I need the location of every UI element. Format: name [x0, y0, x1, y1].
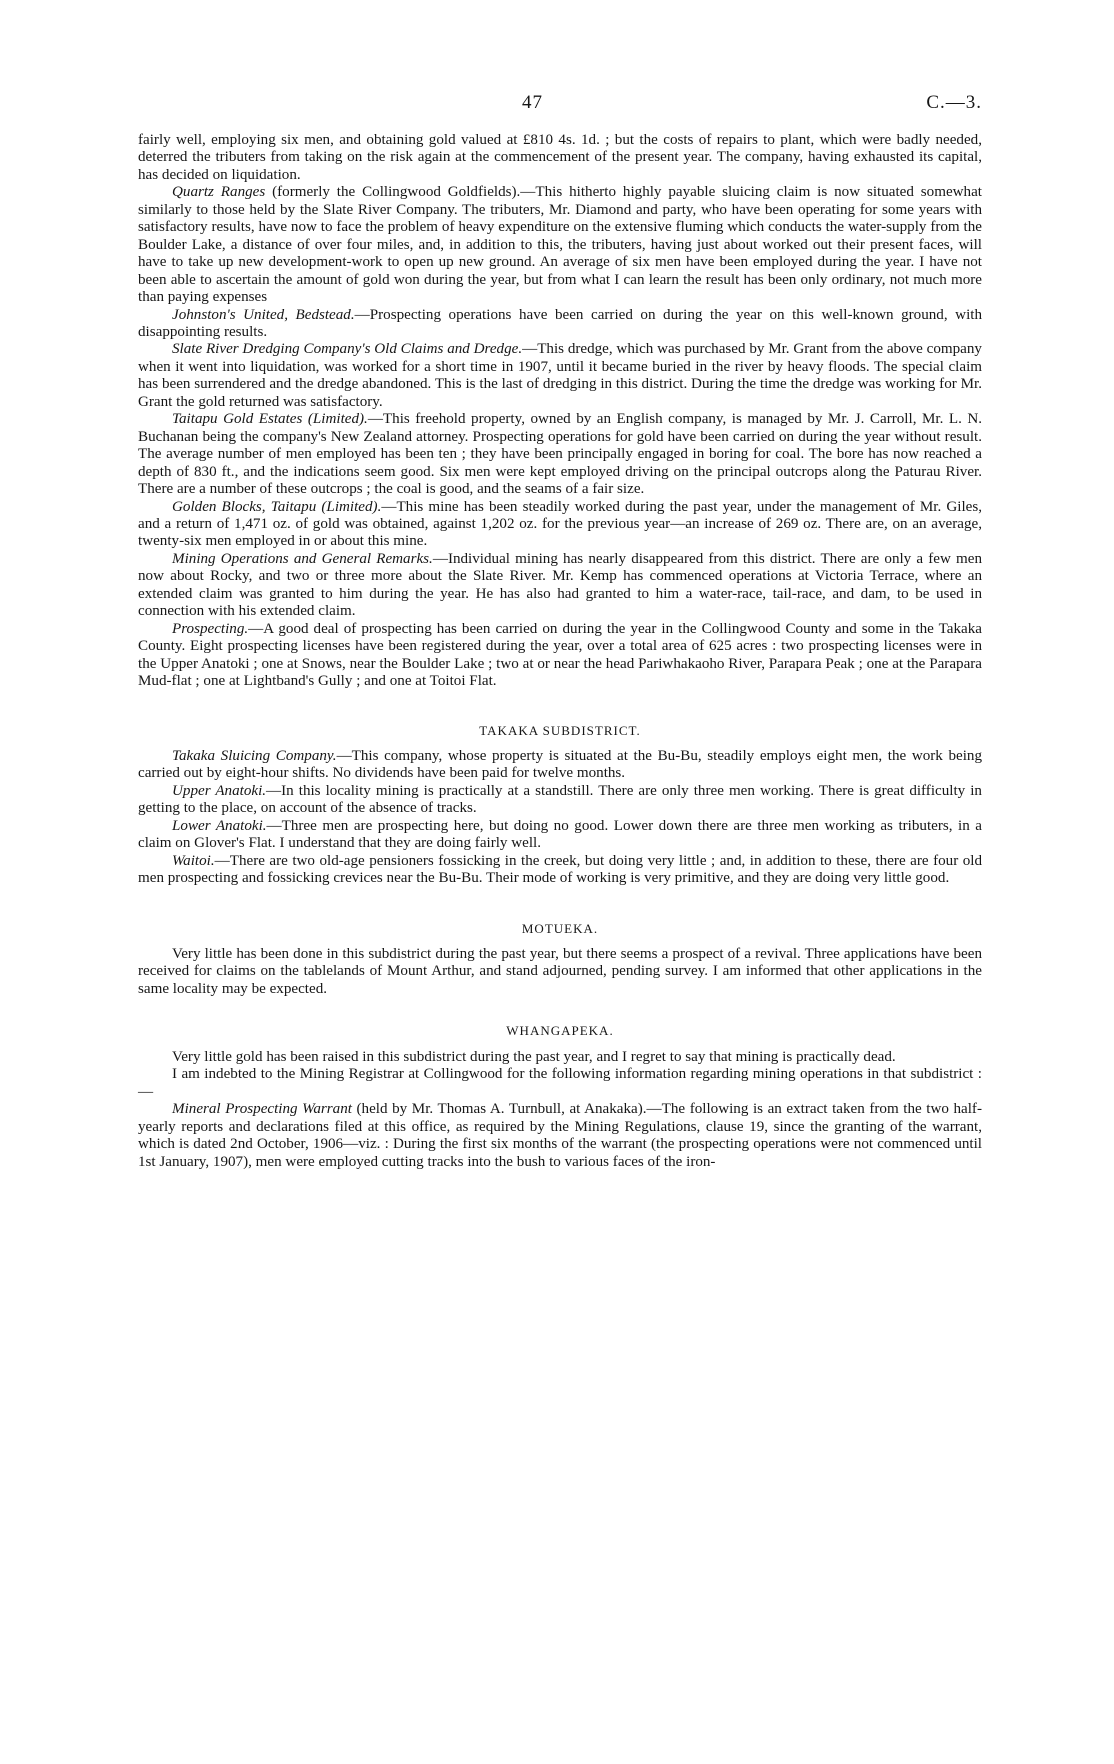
document-page — [138, 92, 982, 1171]
document-reference: C.—3. — [926, 92, 982, 113]
section-title: Waitoi. — [172, 852, 215, 869]
section-title: Takaka Sluicing Company. — [172, 747, 337, 764]
section-title: Lower Anatoki. — [172, 817, 267, 834]
section-title: Quartz Ranges — [172, 184, 266, 201]
paragraph-motueka: Very little has been done in this subdistrict during the past year, but there seems a prospect of a revival. Three applications have been received for claims on the tablelands of Mount Arthur, and stand adjourned, pending survey. I am informed that other applications in the same locality may be expected. — [138, 946, 982, 997]
body-text — [138, 132, 982, 1171]
section-title: Johnston's United, Bedstead. — [172, 306, 355, 323]
paragraph-golden-blocks: Golden Blocks, Taitapu (Limited).—This mine has been steadily worked during the past year, under the management of Mr. Giles, and a return of 1,471 oz. of gold was obtained, against 1,202 oz. for the previous year—an increase of 269 oz. There are, on an average, twenty-six men employed in or about this mine. — [138, 498, 982, 550]
paragraph-continued: fairly well, employing six men, and obtaining gold valued at £810 4s. 1d. ; but the costs of repairs to plant, which were badly needed, deterred the tributers from taking on the risk again at the commencement of the present year. The company, having exhausted its capital, has decided on liquidation. — [138, 132, 982, 183]
paragraph-whangapeka-2: I am indebted to the Mining Registrar at Collingwood for the following information regarding mining operations in that subdistrict :— — [138, 1066, 982, 1100]
section-title: Slate River Dredging Company's Old Claims and Dredge. — [172, 341, 523, 358]
section-title: Upper Anatoki. — [172, 782, 267, 799]
paragraph-johnstons-united: Johnston's United, Bedstead.—Prospecting operations have been carried on during the year on this well-known ground, with disappointing results. — [138, 306, 983, 340]
section-title: Golden Blocks, Taitapu (Limited). — [172, 498, 382, 515]
section-title: Taitapu Gold Estates (Limited). — [172, 411, 368, 428]
paragraph-lower-anatoki: Lower Anatoki.—Three men are prospecting here, but doing no good. Lower down there are three men working as tributers, in a claim on Glover's Flat. I understand that they are doing fairly well. — [138, 817, 982, 852]
paragraph-mineral-prospecting-warrant: Mineral Prospecting Warrant (held by Mr. Thomas A. Turnbull, at Anakaka).—The following is an extract taken from the two half-yearly reports and declarations filed at this office, as required by the Mining Regulations, clause 19, since the granting of the warrant, which is dated 2nd October, 1906—viz. : During the first six months of the warrant (the prospecting operations were not commenced until 1st January, 1907), men were employed cutting tracks into the bush to various faces of the iron- — [138, 1101, 982, 1170]
paragraph-whangapeka-1: Very little gold has been raised in this subdistrict during the past year, and I regret to say that mining is practically dead. — [172, 1048, 896, 1065]
section-title: Mineral Prospecting Warrant — [172, 1101, 352, 1118]
page-number: 47 — [522, 92, 543, 113]
paragraph-slate-river-dredging: Slate River Dredging Company's Old Claims and Dredge.—This dredge, which was purchased by Mr. Grant from the above company when it went into liquidation, was worked for a short time in 1907, until it became buried in the river by heavy floods. The special claim has been surrendered and the dredge abandoned. This is the last of dredging in this district. During the time the dredge was working for Mr. Grant the gold returned was satisfactory. — [138, 341, 982, 410]
heading-motueka: MOTUEKA. — [521, 920, 599, 936]
section-title: Prospecting. — [172, 620, 249, 637]
page-header — [138, 92, 982, 132]
paragraph-quartz-ranges: Quartz Ranges (formerly the Collingwood Goldfields).—This hitherto highly payable sluicing claim is now situated somewhat similarly to those held by the Slate River Company. The tributers, Mr. Diamond and party, who have been operating for some years with satisfactory results, have now to face the problem of heavy expenditure on the extensive fluming which conducts the water-supply from the Boulder Lake, a distance of over four miles, and, in addition to this, the tributers, having just about worked out their present faces, will have to take up new development-work to open up new ground. An average of six men have been employed during the year. I have not been able to ascertain the amount of gold won during the year, but from what I can learn the result has been only ordinary, not much more than paying expenses — [138, 184, 982, 306]
paragraph-prospecting: Prospecting.—A good deal of prospecting has been carried on during the year in the Collingwood County and some in the Takaka County. Eight prospecting licenses have been registered during the year, over a total area of 625 acres : two prospecting licenses were in the Upper Anatoki ; one at Snows, near the Boulder Lake ; two at or near the head Pariwhakaoho River, Parapara Peak ; one at the Parapara Mud-flat ; one at Lightband's Gully ; and one at Toitoi Flat. — [138, 620, 982, 690]
paragraph-waitoi: Waitoi.—There are two old-age pensioners fossicking in the creek, but doing very little ; and, in addition to these, there are four old men prospecting and fossicking crevices near the Bu-Bu. Their mode of working is very primitive, and they are doing very little good. — [138, 852, 982, 887]
paragraph-upper-anatoki: Upper Anatoki.—In this locality mining is practically at a standstill. There are only three men working. There is great difficulty in getting to the place, on account of the absence of tracks. — [138, 782, 982, 817]
paragraph-takaka-sluicing: Takaka Sluicing Company.—This company, whose property is situated at the Bu-Bu, steadily employs eight men, the work being carried out by eight-hour shifts. No dividends have been paid for twelve months. — [138, 747, 982, 782]
paragraph-taitapu-gold-estates: Taitapu Gold Estates (Limited).—This freehold property, owned by an English company, is managed by Mr. J. Carroll, Mr. L. N. Buchanan being the company's New Zealand attorney. Prospecting operations for gold have been carried on during the year without result. The average number of men employed has been ten ; they have been principally engaged in boring for coal. The bore has now reached a depth of 830 ft., and the indications seem good. Six men were kept employed driving on the principal outcrops along the Paturau River. There are a number of these outcrops ; the coal is good, and the seams of a fair size. — [138, 411, 983, 498]
heading-whangapeka: WHANGAPEKA. — [506, 1023, 614, 1039]
heading-takaka-subdistrict: TAKAKA SUBDISTRICT. — [479, 722, 641, 738]
section-title: Mining Operations and General Remarks. — [172, 550, 433, 567]
paragraph-mining-operations: Mining Operations and General Remarks.—Individual mining has nearly disappeared from this district. There are only a few men now about Rocky, and two or three more about the Slate River. Mr. Kemp has commenced operations at Victoria Terrace, where an extended claim was granted to him during the year. He has also had granted to him a water-race, tail-race, and dam, to be used in connection with his extended claim. — [138, 550, 983, 620]
